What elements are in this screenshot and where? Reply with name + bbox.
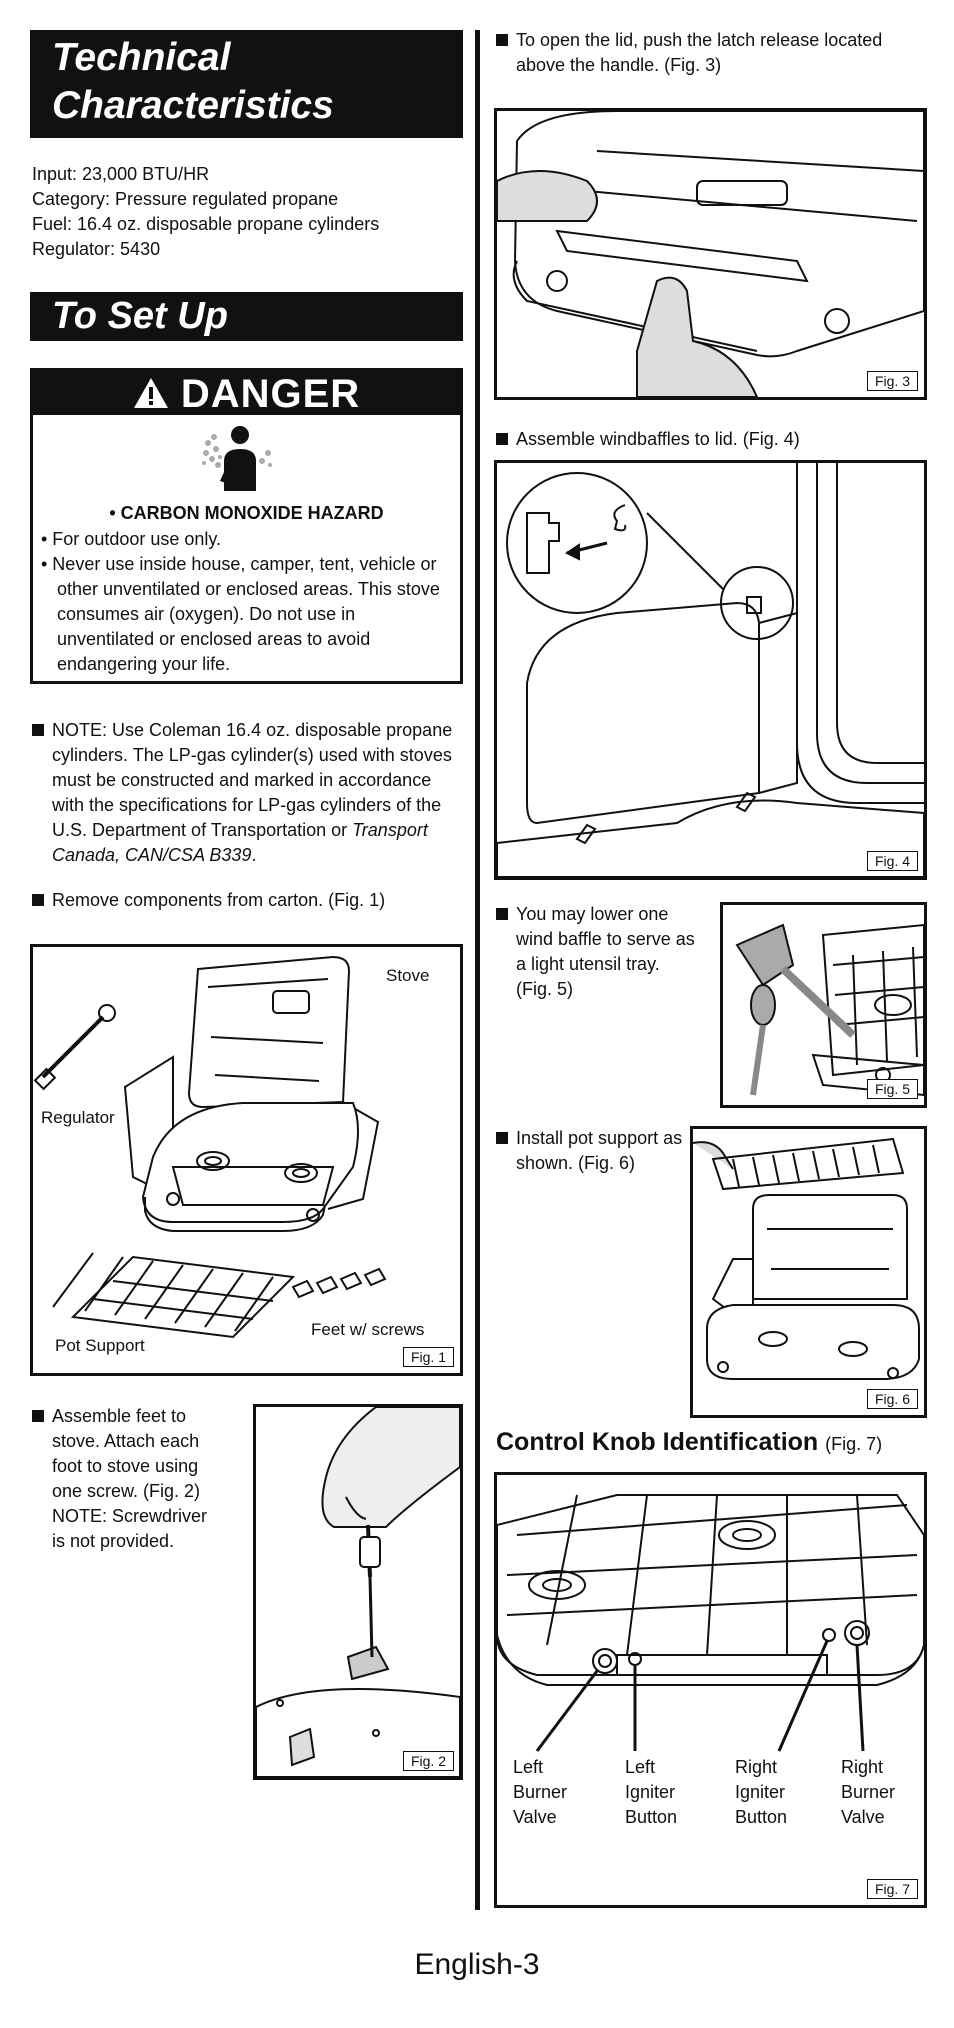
bullet-square-icon xyxy=(496,1132,508,1144)
windbaffle-assembly-illustration xyxy=(497,463,924,877)
fig2-label: Fig. 2 xyxy=(403,1751,454,1771)
carbon-monoxide-person-icon xyxy=(198,423,278,493)
danger-item: • Never use inside house, camper, tent, vehicle or other unventilated or enclosed areas. This stove consumes air (oxygen). Do not use in unventilated or enclosed areas to avoid endangering your life. xyxy=(41,554,440,674)
fig5-label: Fig. 5 xyxy=(867,1079,918,1099)
technical-heading: Technical Characteristics xyxy=(30,30,463,138)
bullet-square-icon xyxy=(496,34,508,46)
pot-support-install-illustration xyxy=(693,1129,924,1415)
figure-7 xyxy=(494,1472,927,1908)
fig7-label: Fig. 7 xyxy=(867,1879,918,1899)
step-lower-baffle: You may lower one wind baffle to serve as a light utensil tray. (Fig. 5) xyxy=(496,902,696,1002)
spec-regulator: Regulator: 5430 xyxy=(32,239,161,259)
fig1-stove-label: Stove xyxy=(386,966,430,985)
page-footer: English-3 xyxy=(414,1948,540,1981)
fig6-label: Fig. 6 xyxy=(867,1389,918,1409)
danger-item: • For outdoor use only. xyxy=(41,529,222,549)
danger-hazard-title: • CARBON MONOXIDE HAZARD xyxy=(109,503,384,523)
danger-box xyxy=(30,368,463,684)
step-pot-support: Install pot support as shown. (Fig. 6) xyxy=(496,1126,696,1176)
screwdriver-foot-illustration xyxy=(256,1407,460,1777)
bullet-square-icon xyxy=(496,908,508,920)
callout-left-burner-valve: Left Burner Valve xyxy=(513,1757,568,1827)
setup-heading: To Set Up xyxy=(30,292,463,341)
figure-6 xyxy=(690,1126,927,1418)
stove-components-illustration xyxy=(33,947,460,1373)
figure-5 xyxy=(720,902,927,1108)
figure-3 xyxy=(494,108,927,400)
fig1-pot-support-label: Pot Support xyxy=(55,1336,145,1355)
spec-input: Input: 23,000 BTU/HR xyxy=(32,164,210,184)
spec-fuel: Fuel: 16.4 oz. disposable propane cylinders xyxy=(32,214,380,234)
control-knobs-illustration xyxy=(497,1475,924,1905)
fig3-label: Fig. 3 xyxy=(867,371,918,391)
fig1-feet-label: Feet w/ screws xyxy=(311,1320,425,1339)
open-lid-illustration xyxy=(497,111,924,397)
warning-triangle-icon xyxy=(133,373,169,419)
callout-left-igniter-button: Left Igniter Button xyxy=(625,1757,678,1827)
fig1-label: Fig. 1 xyxy=(403,1347,454,1367)
bullet-square-icon xyxy=(496,433,508,445)
bullet-square-icon xyxy=(32,894,44,906)
figure-1 xyxy=(30,944,463,1376)
fig4-label: Fig. 4 xyxy=(867,851,918,871)
figure-4 xyxy=(494,460,927,880)
spec-category: Category: Pressure regulated propane xyxy=(32,189,339,209)
fig1-regulator-label: Regulator xyxy=(41,1108,115,1127)
danger-label: DANGER xyxy=(180,372,361,416)
note-paragraph: NOTE: Use Coleman 16.4 oz. disposable propane cylinders. The LP-gas cylinder(s) used with stoves must be constructed and marked in accordance with the specifications for LP-gas cylinders of the U.S. Department of Transportation or Transport Canada, CAN/CSA B339. xyxy=(32,718,464,868)
step-open-lid: To open the lid, push the latch release located above the handle. (Fig. 3) xyxy=(496,28,928,78)
step-feet: Assemble feet to stove. Attach each foot to stove using one screw. (Fig. 2) NOTE: Screwdriver is not provided. xyxy=(32,1404,224,1554)
step-windbaffles: Assemble windbaffles to lid. (Fig. 4) xyxy=(496,427,928,452)
figure-2 xyxy=(253,1404,463,1780)
callout-right-igniter-button: Right Igniter Button xyxy=(735,1757,788,1827)
callout-right-burner-valve: Right Burner Valve xyxy=(841,1757,896,1827)
danger-bar xyxy=(33,371,460,415)
utensil-tray-illustration xyxy=(723,905,924,1105)
danger-list xyxy=(41,527,451,677)
control-knob-heading: Control Knob Identification (Fig. 7) xyxy=(496,1428,883,1456)
spec-list xyxy=(32,162,462,262)
bullet-square-icon xyxy=(32,1410,44,1422)
bullet-square-icon xyxy=(32,724,44,736)
column-divider xyxy=(475,30,480,1910)
step-remove: Remove components from carton. (Fig. 1) xyxy=(32,888,464,913)
